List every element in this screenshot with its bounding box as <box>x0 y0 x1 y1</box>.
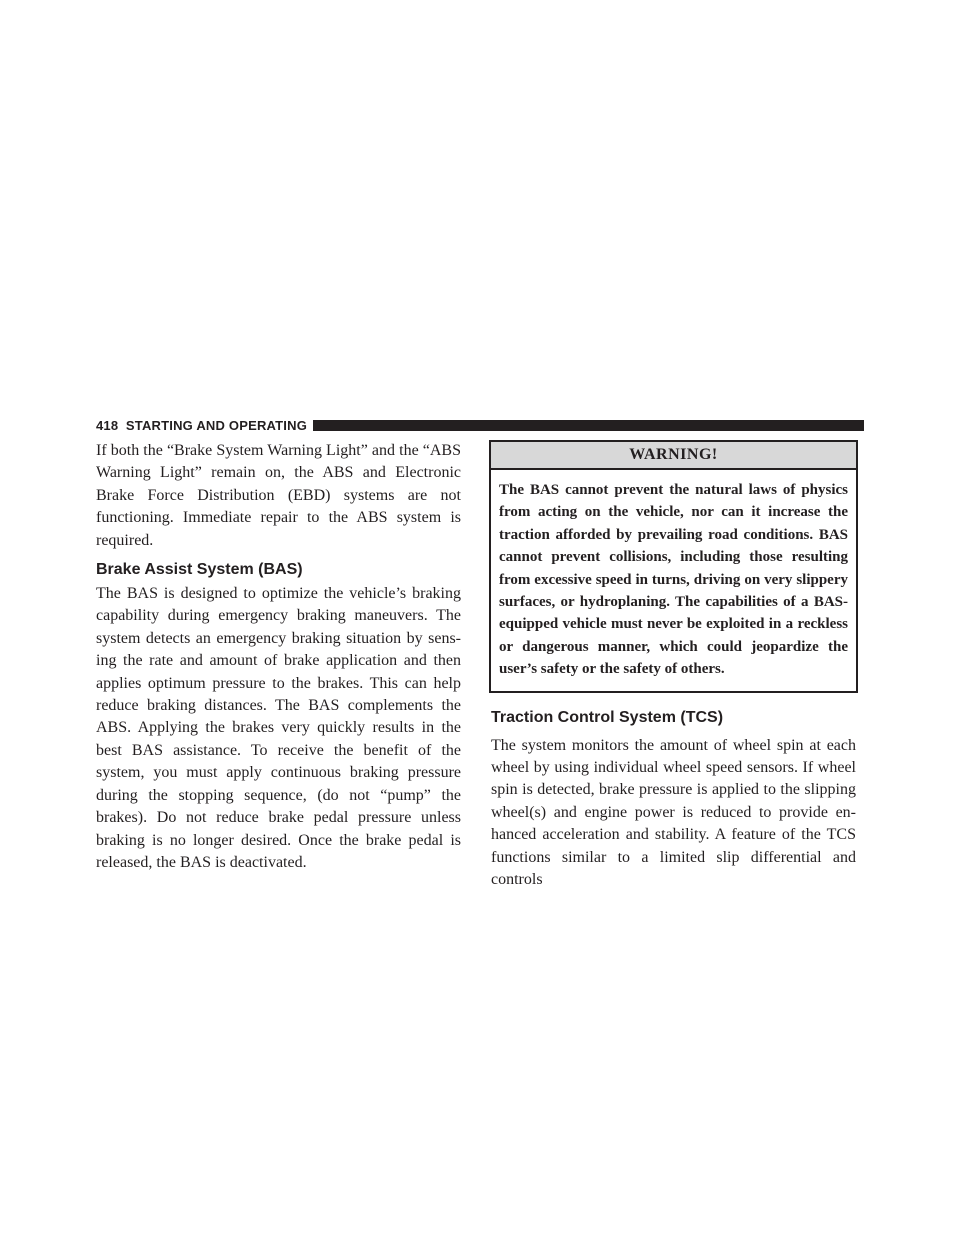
tcs-paragraph: The system monitors the amount of wheel spin at each wheel by using individual wheel speed sensors. If wheel spin is detected, brake pressure is applied to the slipping wheel(s) and engine power is reduced to provide enhanced acceleration and stability. A feature of the TCS functions similar to a limited slip differential and controls <box>491 736 856 889</box>
warning-body <box>491 470 856 691</box>
warning-title: WARNING! <box>491 442 856 470</box>
right-column <box>491 440 856 892</box>
page-header <box>96 417 864 433</box>
page-header-label <box>96 418 307 433</box>
page-number: 418 <box>96 417 119 433</box>
abs-warning-paragraph: If both the “Brake System Warning Light” and the “ABS Warning Light” remain on, the ABS and Electronic Brake Force Distribution (EBD) systems are not functioning. Immediate repair to the ABS system is required. <box>96 442 461 549</box>
left-column <box>96 440 461 874</box>
bas-heading: Brake Assist System (BAS) <box>96 561 303 579</box>
section-title: STARTING AND OPERATING <box>125 417 308 433</box>
warning-text: The BAS cannot prevent the natural laws of physics from acting on the vehicle, nor can it increase the traction afforded by prevailing road conditions. BAS cannot prevent collisions, including those resulting from excessive speed in turns, driving on very slippery surfaces, or hydroplaning. The capabilities of a BAS-equipped vehicle must never be exploited in a reckless or dangerous manner, which could jeopardize the user’s safety or the safety of others. <box>499 482 848 678</box>
bas-paragraph: The BAS is designed to optimize the vehicle’s braking capability during emergency braking maneuvers. The system detects an emergency braking situation by sensing the rate and amount of brake application and then applies optimum pressure to the brakes. This can help reduce braking distances. The BAS complements the ABS. Applying the brakes very quickly results in the best BAS assistance. To receive the benefit of the system, you must apply continuous braking pressure during the stopping sequence, (do not “pump” the brakes). Do not reduce brake pedal pressure unless braking is no longer desired. Once the brake pedal is released, the BAS is deactivated. <box>96 585 461 871</box>
tcs-heading: Traction Control System (TCS) <box>491 708 724 726</box>
header-rule <box>313 420 864 431</box>
warning-box <box>489 440 858 693</box>
